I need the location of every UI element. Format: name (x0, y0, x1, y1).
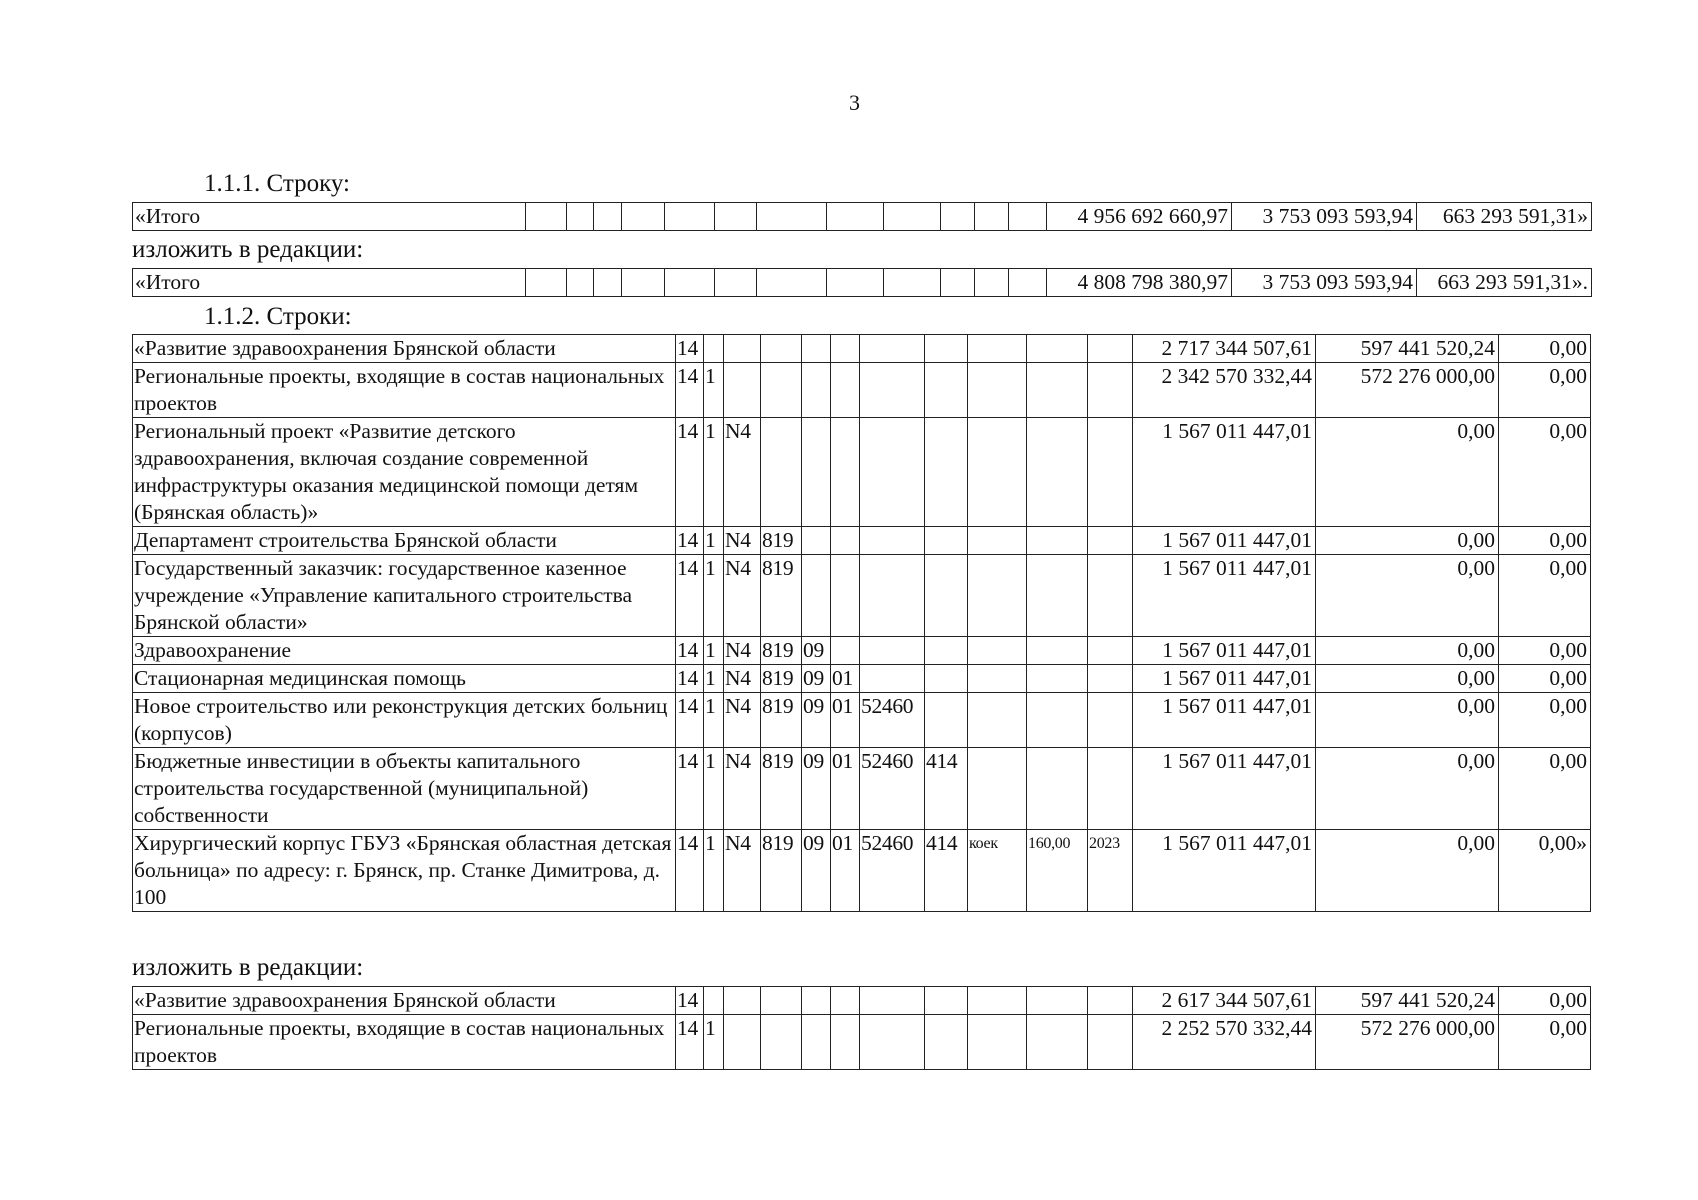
code-11 (1088, 637, 1133, 665)
row-value-1: 2 617 344 507,61 (1133, 987, 1316, 1015)
row-value-2: 597 441 520,24 (1316, 987, 1499, 1015)
code-10 (1027, 335, 1088, 363)
itogo-new-row (133, 269, 1592, 297)
code-6 (831, 987, 860, 1015)
code-3 (724, 363, 761, 418)
code-11 (1088, 418, 1133, 527)
row-name: Региональные проекты, входящие в состав национальных проектов (133, 363, 676, 418)
code-4: 819 (761, 830, 802, 912)
code-10 (1027, 1015, 1088, 1070)
row-value-3: 663 293 591,31». (1417, 269, 1592, 297)
code-6 (831, 555, 860, 637)
code-6: 01 (831, 748, 860, 830)
code-2: 1 (704, 418, 724, 527)
code-7: 52460 (860, 830, 925, 912)
code-11 (1088, 693, 1133, 748)
code-11 (1088, 335, 1133, 363)
code-6: 01 (831, 693, 860, 748)
code-3 (724, 1015, 761, 1070)
code-6 (831, 363, 860, 418)
row-value-3: 0,00 (1499, 987, 1591, 1015)
code-4 (761, 418, 802, 527)
code-9: коек (968, 830, 1027, 912)
code-3 (724, 335, 761, 363)
code-8 (925, 527, 968, 555)
code-7 (860, 335, 925, 363)
table-row (133, 335, 1591, 363)
row-name: «Развитие здравоохранения Брянской области (133, 987, 676, 1015)
code-7 (860, 1015, 925, 1070)
code-7 (860, 555, 925, 637)
row-name: «Итого (133, 203, 526, 231)
code-10 (1027, 665, 1088, 693)
row-value-2: 0,00 (1316, 527, 1499, 555)
code-9 (968, 1015, 1027, 1070)
code-2: 1 (704, 665, 724, 693)
code-6 (831, 527, 860, 555)
code-10 (1027, 637, 1088, 665)
table-row (133, 987, 1591, 1015)
code-6 (831, 418, 860, 527)
code-4: 819 (761, 637, 802, 665)
code-9 (968, 555, 1027, 637)
code-4: 819 (761, 748, 802, 830)
code-4 (761, 1015, 802, 1070)
section-1-state-label: изложить в редакции: (132, 236, 364, 263)
code-10 (1027, 987, 1088, 1015)
code-1: 14 (676, 335, 704, 363)
code-9 (968, 363, 1027, 418)
row-name: Департамент строительства Брянской области (133, 527, 676, 555)
row-value-1: 1 567 011 447,01 (1133, 693, 1316, 748)
row-value-2: 597 441 520,24 (1316, 335, 1499, 363)
itogo-new-table (132, 268, 1592, 297)
code-1: 14 (676, 555, 704, 637)
row-value-3: 0,00 (1499, 693, 1591, 748)
table-row (133, 363, 1591, 418)
row-value-3: 0,00 (1499, 555, 1591, 637)
code-10 (1027, 748, 1088, 830)
code-3: N4 (724, 748, 761, 830)
code-4: 819 (761, 665, 802, 693)
code-7 (860, 527, 925, 555)
row-value-3: 0,00 (1499, 363, 1591, 418)
code-6: 01 (831, 830, 860, 912)
table-row (133, 748, 1591, 830)
code-1: 14 (676, 363, 704, 418)
code-11 (1088, 748, 1133, 830)
code-8 (925, 1015, 968, 1070)
code-2: 1 (704, 830, 724, 912)
code-1: 14 (676, 527, 704, 555)
section-2-state-label: изложить в редакции: (132, 954, 364, 981)
code-2 (704, 987, 724, 1015)
code-7: 52460 (860, 748, 925, 830)
code-6 (831, 335, 860, 363)
code-9 (968, 748, 1027, 830)
code-10 (1027, 527, 1088, 555)
row-value-2: 3 753 093 593,94 (1232, 203, 1417, 231)
code-2: 1 (704, 748, 724, 830)
row-value-1: 1 567 011 447,01 (1133, 418, 1316, 527)
row-value-1: 4 956 692 660,97 (1047, 203, 1232, 231)
code-6 (831, 637, 860, 665)
code-5 (802, 335, 831, 363)
row-value-2: 572 276 000,00 (1316, 363, 1499, 418)
code-11 (1088, 665, 1133, 693)
code-9 (968, 335, 1027, 363)
row-value-1: 1 567 011 447,01 (1133, 665, 1316, 693)
row-value-1: 1 567 011 447,01 (1133, 637, 1316, 665)
code-6 (831, 1015, 860, 1070)
code-1: 14 (676, 830, 704, 912)
row-name: Стационарная медицинская помощь (133, 665, 676, 693)
code-5 (802, 555, 831, 637)
code-7 (860, 418, 925, 527)
itogo-old-row (133, 203, 1592, 231)
row-value-1: 2 717 344 507,61 (1133, 335, 1316, 363)
code-9 (968, 693, 1027, 748)
code-9 (968, 637, 1027, 665)
code-10 (1027, 418, 1088, 527)
code-4 (761, 335, 802, 363)
code-5 (802, 987, 831, 1015)
row-value-3: 663 293 591,31» (1417, 203, 1592, 231)
row-value-2: 3 753 093 593,94 (1232, 269, 1417, 297)
row-value-2: 0,00 (1316, 555, 1499, 637)
row-name: «Развитие здравоохранения Брянской области (133, 335, 676, 363)
code-11 (1088, 987, 1133, 1015)
table-row (133, 527, 1591, 555)
table-row (133, 418, 1591, 527)
section-2-heading: 1.1.2. Строки: (204, 303, 352, 330)
code-1: 14 (676, 693, 704, 748)
row-value-1: 1 567 011 447,01 (1133, 748, 1316, 830)
code-4 (761, 987, 802, 1015)
row-value-3: 0,00 (1499, 1015, 1591, 1070)
code-8 (925, 637, 968, 665)
row-value-3: 0,00 (1499, 637, 1591, 665)
code-9 (968, 418, 1027, 527)
code-3: N4 (724, 637, 761, 665)
code-7 (860, 637, 925, 665)
code-2: 1 (704, 555, 724, 637)
row-value-3: 0,00 (1499, 665, 1591, 693)
row-name: Региональный проект «Развитие детского здравоохранения, включая создание современной инфраструктуры оказания медицинской помощи детям (Брянская область)» (133, 418, 676, 527)
row-value-3: 0,00 (1499, 418, 1591, 527)
code-11 (1088, 527, 1133, 555)
code-1: 14 (676, 418, 704, 527)
row-value-3: 0,00 (1499, 527, 1591, 555)
code-5: 09 (802, 665, 831, 693)
code-7: 52460 (860, 693, 925, 748)
code-3: N4 (724, 418, 761, 527)
row-name: Региональные проекты, входящие в состав национальных проектов (133, 1015, 676, 1070)
table-row (133, 665, 1591, 693)
row-value-1: 1 567 011 447,01 (1133, 527, 1316, 555)
code-5: 09 (802, 693, 831, 748)
code-5: 09 (802, 830, 831, 912)
row-value-2: 0,00 (1316, 637, 1499, 665)
program-old-table (132, 334, 1591, 912)
row-value-1: 2 252 570 332,44 (1133, 1015, 1316, 1070)
code-5: 09 (802, 748, 831, 830)
code-8 (925, 693, 968, 748)
code-11 (1088, 1015, 1133, 1070)
code-10 (1027, 555, 1088, 637)
code-2: 1 (704, 1015, 724, 1070)
code-2: 1 (704, 637, 724, 665)
table-row (133, 1015, 1591, 1070)
code-11: 2023 (1088, 830, 1133, 912)
code-6: 01 (831, 665, 860, 693)
code-1: 14 (676, 987, 704, 1015)
code-2 (704, 335, 724, 363)
code-11 (1088, 555, 1133, 637)
code-8 (925, 418, 968, 527)
code-7 (860, 987, 925, 1015)
code-3: N4 (724, 555, 761, 637)
row-value-2: 0,00 (1316, 418, 1499, 527)
code-7 (860, 363, 925, 418)
code-8 (925, 665, 968, 693)
code-8 (925, 555, 968, 637)
row-value-1: 1 567 011 447,01 (1133, 830, 1316, 912)
row-value-1: 4 808 798 380,97 (1047, 269, 1232, 297)
code-4: 819 (761, 527, 802, 555)
code-8: 414 (925, 830, 968, 912)
code-1: 14 (676, 665, 704, 693)
code-9 (968, 987, 1027, 1015)
code-3: N4 (724, 527, 761, 555)
code-10 (1027, 363, 1088, 418)
code-5 (802, 418, 831, 527)
page-number: 3 (849, 90, 860, 115)
code-5 (802, 527, 831, 555)
row-value-2: 572 276 000,00 (1316, 1015, 1499, 1070)
row-name: Новое строительство или реконструкция детских больниц (корпусов) (133, 693, 676, 748)
code-5 (802, 1015, 831, 1070)
row-name: Государственный заказчик: государственное казенное учреждение «Управление капитального строительства Брянской области» (133, 555, 676, 637)
code-8 (925, 987, 968, 1015)
row-value-3: 0,00 (1499, 748, 1591, 830)
code-4: 819 (761, 555, 802, 637)
code-3 (724, 987, 761, 1015)
code-2: 1 (704, 363, 724, 418)
row-value-2: 0,00 (1316, 830, 1499, 912)
table-row (133, 830, 1591, 912)
code-11 (1088, 363, 1133, 418)
row-value-3: 0,00» (1499, 830, 1591, 912)
row-value-1: 2 342 570 332,44 (1133, 363, 1316, 418)
code-3: N4 (724, 665, 761, 693)
code-2: 1 (704, 693, 724, 748)
code-8 (925, 363, 968, 418)
program-new-table (132, 986, 1591, 1070)
section-1-heading: 1.1.1. Строку: (204, 170, 350, 197)
row-value-2: 0,00 (1316, 748, 1499, 830)
row-value-2: 0,00 (1316, 693, 1499, 748)
row-value-3: 0,00 (1499, 335, 1591, 363)
row-value-2: 0,00 (1316, 665, 1499, 693)
code-10 (1027, 693, 1088, 748)
itogo-old-table (132, 202, 1592, 231)
table-row (133, 637, 1591, 665)
code-8: 414 (925, 748, 968, 830)
row-name: Хирургический корпус ГБУЗ «Брянская областная детская больница» по адресу: г. Брянск, пр. Станке Димитрова, д. 100 (133, 830, 676, 912)
row-value-1: 1 567 011 447,01 (1133, 555, 1316, 637)
row-name: «Итого (133, 269, 526, 297)
code-5 (802, 363, 831, 418)
code-8 (925, 335, 968, 363)
code-3: N4 (724, 693, 761, 748)
row-name: Бюджетные инвестиции в объекты капитального строительства государственной (муниципальной) собственности (133, 748, 676, 830)
table-row (133, 693, 1591, 748)
table-row (133, 555, 1591, 637)
code-1: 14 (676, 637, 704, 665)
code-1: 14 (676, 748, 704, 830)
code-9 (968, 527, 1027, 555)
row-name: Здравоохранение (133, 637, 676, 665)
code-3: N4 (724, 830, 761, 912)
code-9 (968, 665, 1027, 693)
code-1: 14 (676, 1015, 704, 1070)
code-4: 819 (761, 693, 802, 748)
code-10: 160,00 (1027, 830, 1088, 912)
code-2: 1 (704, 527, 724, 555)
code-7 (860, 665, 925, 693)
code-4 (761, 363, 802, 418)
code-5: 09 (802, 637, 831, 665)
